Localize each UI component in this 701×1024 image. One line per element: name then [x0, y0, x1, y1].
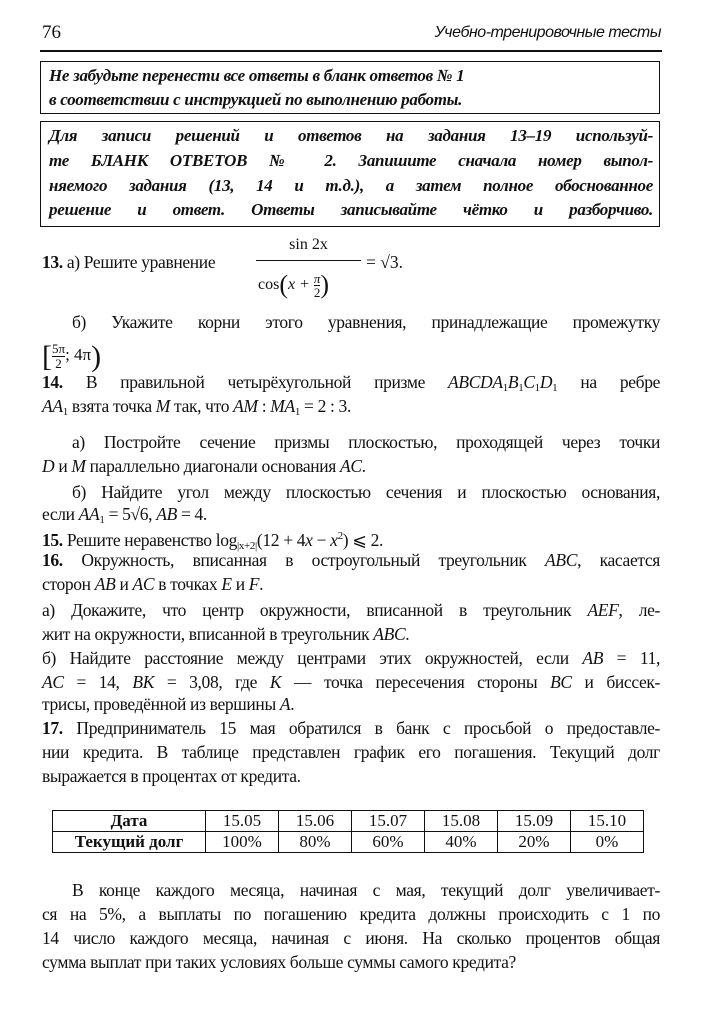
- text-line: [42, 764, 660, 788]
- text-run: сторон: [42, 574, 95, 594]
- text-run: .: [290, 694, 295, 714]
- denominator: cos(x + $\frac{\pi}{2}$ ): [258, 270, 330, 300]
- subscript: 1: [294, 406, 301, 418]
- text-run: в точках: [154, 574, 222, 594]
- text-run: В конце каждого месяца, начиная с мая, текущий долг увеличивает-: [72, 880, 660, 900]
- text-run: и: [115, 574, 133, 594]
- subscript: 1: [552, 382, 558, 394]
- text-run: (12 + 4: [256, 529, 306, 550]
- table-cell: 15.10: [571, 811, 644, 832]
- subscript: 1: [99, 514, 105, 526]
- subscript: 1: [518, 382, 524, 394]
- text-line: [42, 370, 660, 394]
- problem-number: 14.: [42, 372, 63, 392]
- pi: π: [313, 270, 321, 286]
- math-var: ABC: [373, 624, 406, 644]
- problem-text: а) Решите уравнение: [66, 252, 216, 272]
- text-line: [42, 646, 660, 670]
- text-line: [72, 430, 660, 454]
- notice-line: Не забудьте перенести все ответы в бланк ответов № 1: [49, 66, 465, 85]
- text-line: [42, 394, 660, 418]
- text-run: ) ⩽ 2.: [342, 529, 384, 550]
- text-run: :: [257, 396, 271, 416]
- text-run: и: [54, 456, 72, 476]
- text-line: [72, 878, 660, 902]
- text-run: жит на окружности, вписанной в треугольник: [42, 624, 374, 644]
- text-line: [42, 670, 660, 694]
- text-line: [42, 902, 660, 926]
- text-run: 14 число каждого месяца, начиная с июня. На сколько процентов общая: [42, 928, 660, 948]
- problem-number: 17.: [42, 718, 63, 738]
- text-line: [42, 572, 660, 596]
- text-run: взята точка: [67, 396, 156, 416]
- problem-number: 13.: [42, 252, 63, 272]
- problem-number: 16.: [42, 550, 63, 570]
- subscript: 1: [62, 406, 68, 418]
- text-run: а) Постройте сечение призмы плоскостью, проходящей через точки: [72, 432, 660, 452]
- table-row: [53, 811, 644, 832]
- page-number: 76: [42, 22, 61, 43]
- text-run: параллельно диагонали основания: [85, 456, 340, 476]
- fraction-bar: [256, 260, 361, 261]
- math-var: AC: [42, 672, 64, 692]
- text-line: [42, 598, 660, 622]
- subscript: 1: [534, 382, 540, 394]
- table-cell: 100%: [206, 832, 279, 853]
- math-var: B: [507, 372, 519, 392]
- math-var: C: [523, 372, 535, 392]
- problem-number: 15.: [42, 529, 63, 550]
- problem-13b: б) Укажите корни этого уравнения, принадлежащие промежутку: [72, 312, 660, 332]
- math-var: x: [305, 529, 313, 550]
- notice-box-2: [40, 121, 660, 227]
- math-var: D: [539, 372, 553, 392]
- math-var: E: [221, 574, 232, 594]
- math-var: ABC: [545, 550, 578, 570]
- interval-rest: ; 4π: [65, 345, 92, 364]
- text-run: Решите неравенство log: [62, 529, 238, 550]
- text-run: Предприниматель 15 мая обратился в банк с просьбой о предоставле-: [62, 718, 660, 738]
- text-run: б) Найдите угол между плоскостью сечения и плоскостью основания,: [72, 482, 660, 502]
- subscript: |x+2|: [237, 539, 257, 552]
- math-var: x: [330, 529, 338, 550]
- text-line: [42, 548, 660, 572]
- cos-text: cos: [258, 276, 280, 293]
- text-line: [42, 692, 660, 716]
- text-line: [42, 950, 660, 974]
- notice-line: решение и ответ. Ответы записывайте чётко и разборчиво.: [49, 200, 653, 219]
- math-var: AA: [42, 396, 63, 416]
- numerator: sin 2x: [289, 236, 328, 253]
- text-run: = 2 : 3.: [300, 396, 351, 416]
- text-run: нии кредита. В таблице представлен график его погашения. Текущий долг: [42, 742, 660, 762]
- table-cell: 60%: [352, 832, 425, 853]
- text-run: б) Найдите расстояние между центрами этих окружностей, если: [42, 648, 583, 668]
- table-cell: 15.08: [425, 811, 498, 832]
- table-header: Дата: [53, 811, 206, 832]
- notice-box-1: [40, 61, 660, 114]
- equation-rhs: = √3.: [366, 252, 403, 272]
- text-run: , касается: [577, 550, 660, 570]
- table-cell: 20%: [498, 832, 571, 853]
- repayment-table: [52, 810, 644, 853]
- interval: [ $\frac{5\pi}{2}$ ; 4π): [42, 340, 102, 373]
- den-x: x +: [288, 276, 310, 293]
- table-cell: 15.05: [206, 811, 279, 832]
- text-line: [42, 926, 660, 950]
- text-run: и: [231, 574, 249, 594]
- text-line: [72, 480, 660, 504]
- math-var: AB: [582, 648, 604, 668]
- text-run: = 3,08, где: [154, 672, 270, 692]
- table-cell: 15.06: [279, 811, 352, 832]
- table-cell: 40%: [425, 832, 498, 853]
- text-line: [42, 502, 660, 526]
- text-run: трисы, проведённой из вершины: [42, 694, 280, 714]
- text-run: −: [312, 529, 331, 550]
- math-var: M: [155, 396, 171, 416]
- table-cell: 80%: [279, 832, 352, 853]
- math-var: AA: [78, 504, 100, 524]
- notice-line: те БЛАНК ОТВЕТОВ № 2. Запишите сначала номер выпол-: [49, 151, 653, 170]
- text-run: .: [361, 456, 366, 476]
- interval-num: 5π: [52, 340, 66, 356]
- math-var: BC: [550, 672, 572, 692]
- table-header: Текущий долг: [53, 832, 206, 853]
- math-var: F: [248, 574, 260, 594]
- table-cell: 0%: [571, 832, 644, 853]
- notice-line: Для записи решений и ответов на задания 13–19 используй-: [49, 126, 653, 145]
- math-var: AC: [340, 456, 362, 476]
- text-run: ся на 5%, а выплаты по погашению кредита должны происходить с 1 по: [42, 904, 660, 924]
- text-run: выражается в процентах от кредита.: [42, 766, 301, 786]
- text-run: .: [405, 624, 410, 644]
- text-line: [42, 524, 660, 552]
- math-var: AC: [132, 574, 155, 594]
- two: 2: [313, 284, 321, 300]
- text-run: — точка пересечения стороны: [281, 672, 551, 692]
- text-line: [42, 716, 660, 740]
- text-run: = 11,: [603, 648, 660, 668]
- interval-den: 2: [55, 355, 62, 371]
- text-run: а) Докажите, что центр окружности, вписанной в треугольник: [42, 600, 588, 620]
- superscript: 2: [337, 530, 343, 542]
- math-var: K: [269, 672, 282, 692]
- math-var: AB: [156, 504, 177, 524]
- math-var: M: [71, 456, 86, 476]
- text-run: .: [259, 574, 264, 594]
- math-var: BK: [132, 672, 155, 692]
- text-run: если: [42, 504, 79, 524]
- notice-line: няемого задания (13, 14 и т.д.), а затем полное обоснованное: [49, 176, 653, 195]
- math-var: MA: [270, 396, 295, 416]
- subscript: 1: [502, 382, 508, 394]
- header-rule: [40, 50, 662, 52]
- text-line: [42, 454, 660, 478]
- math-var: ABCDA: [448, 372, 503, 392]
- math-var: A: [279, 694, 291, 714]
- text-run: сумма выплат при таких условиях больше суммы самого кредита?: [42, 952, 516, 972]
- text-run: = 14,: [63, 672, 133, 692]
- notice-line: в соответствии с инструкцией по выполнению работы.: [49, 90, 463, 109]
- text-line: [42, 622, 660, 646]
- text-run: Окружность, вписанная в остроугольный треугольник: [62, 550, 546, 570]
- math-var: AM: [233, 396, 258, 416]
- text-run: = 5√6,: [104, 504, 157, 524]
- math-var: AB: [94, 574, 116, 594]
- math-var: AEF: [587, 600, 619, 620]
- text-line: [42, 740, 660, 764]
- text-run: , ле-: [618, 600, 660, 620]
- table-row: [53, 832, 644, 853]
- text-run: и биссек-: [571, 672, 660, 692]
- text-run: В правильной четырёхугольной призме: [62, 372, 449, 392]
- running-title: Учебно-тренировочные тесты: [434, 24, 661, 41]
- text-run: на ребре: [557, 372, 661, 392]
- math-var: D: [42, 456, 55, 476]
- text-run: = 4.: [176, 504, 207, 524]
- table-cell: 15.09: [498, 811, 571, 832]
- text-run: так, что: [170, 396, 234, 416]
- table-cell: 15.07: [352, 811, 425, 832]
